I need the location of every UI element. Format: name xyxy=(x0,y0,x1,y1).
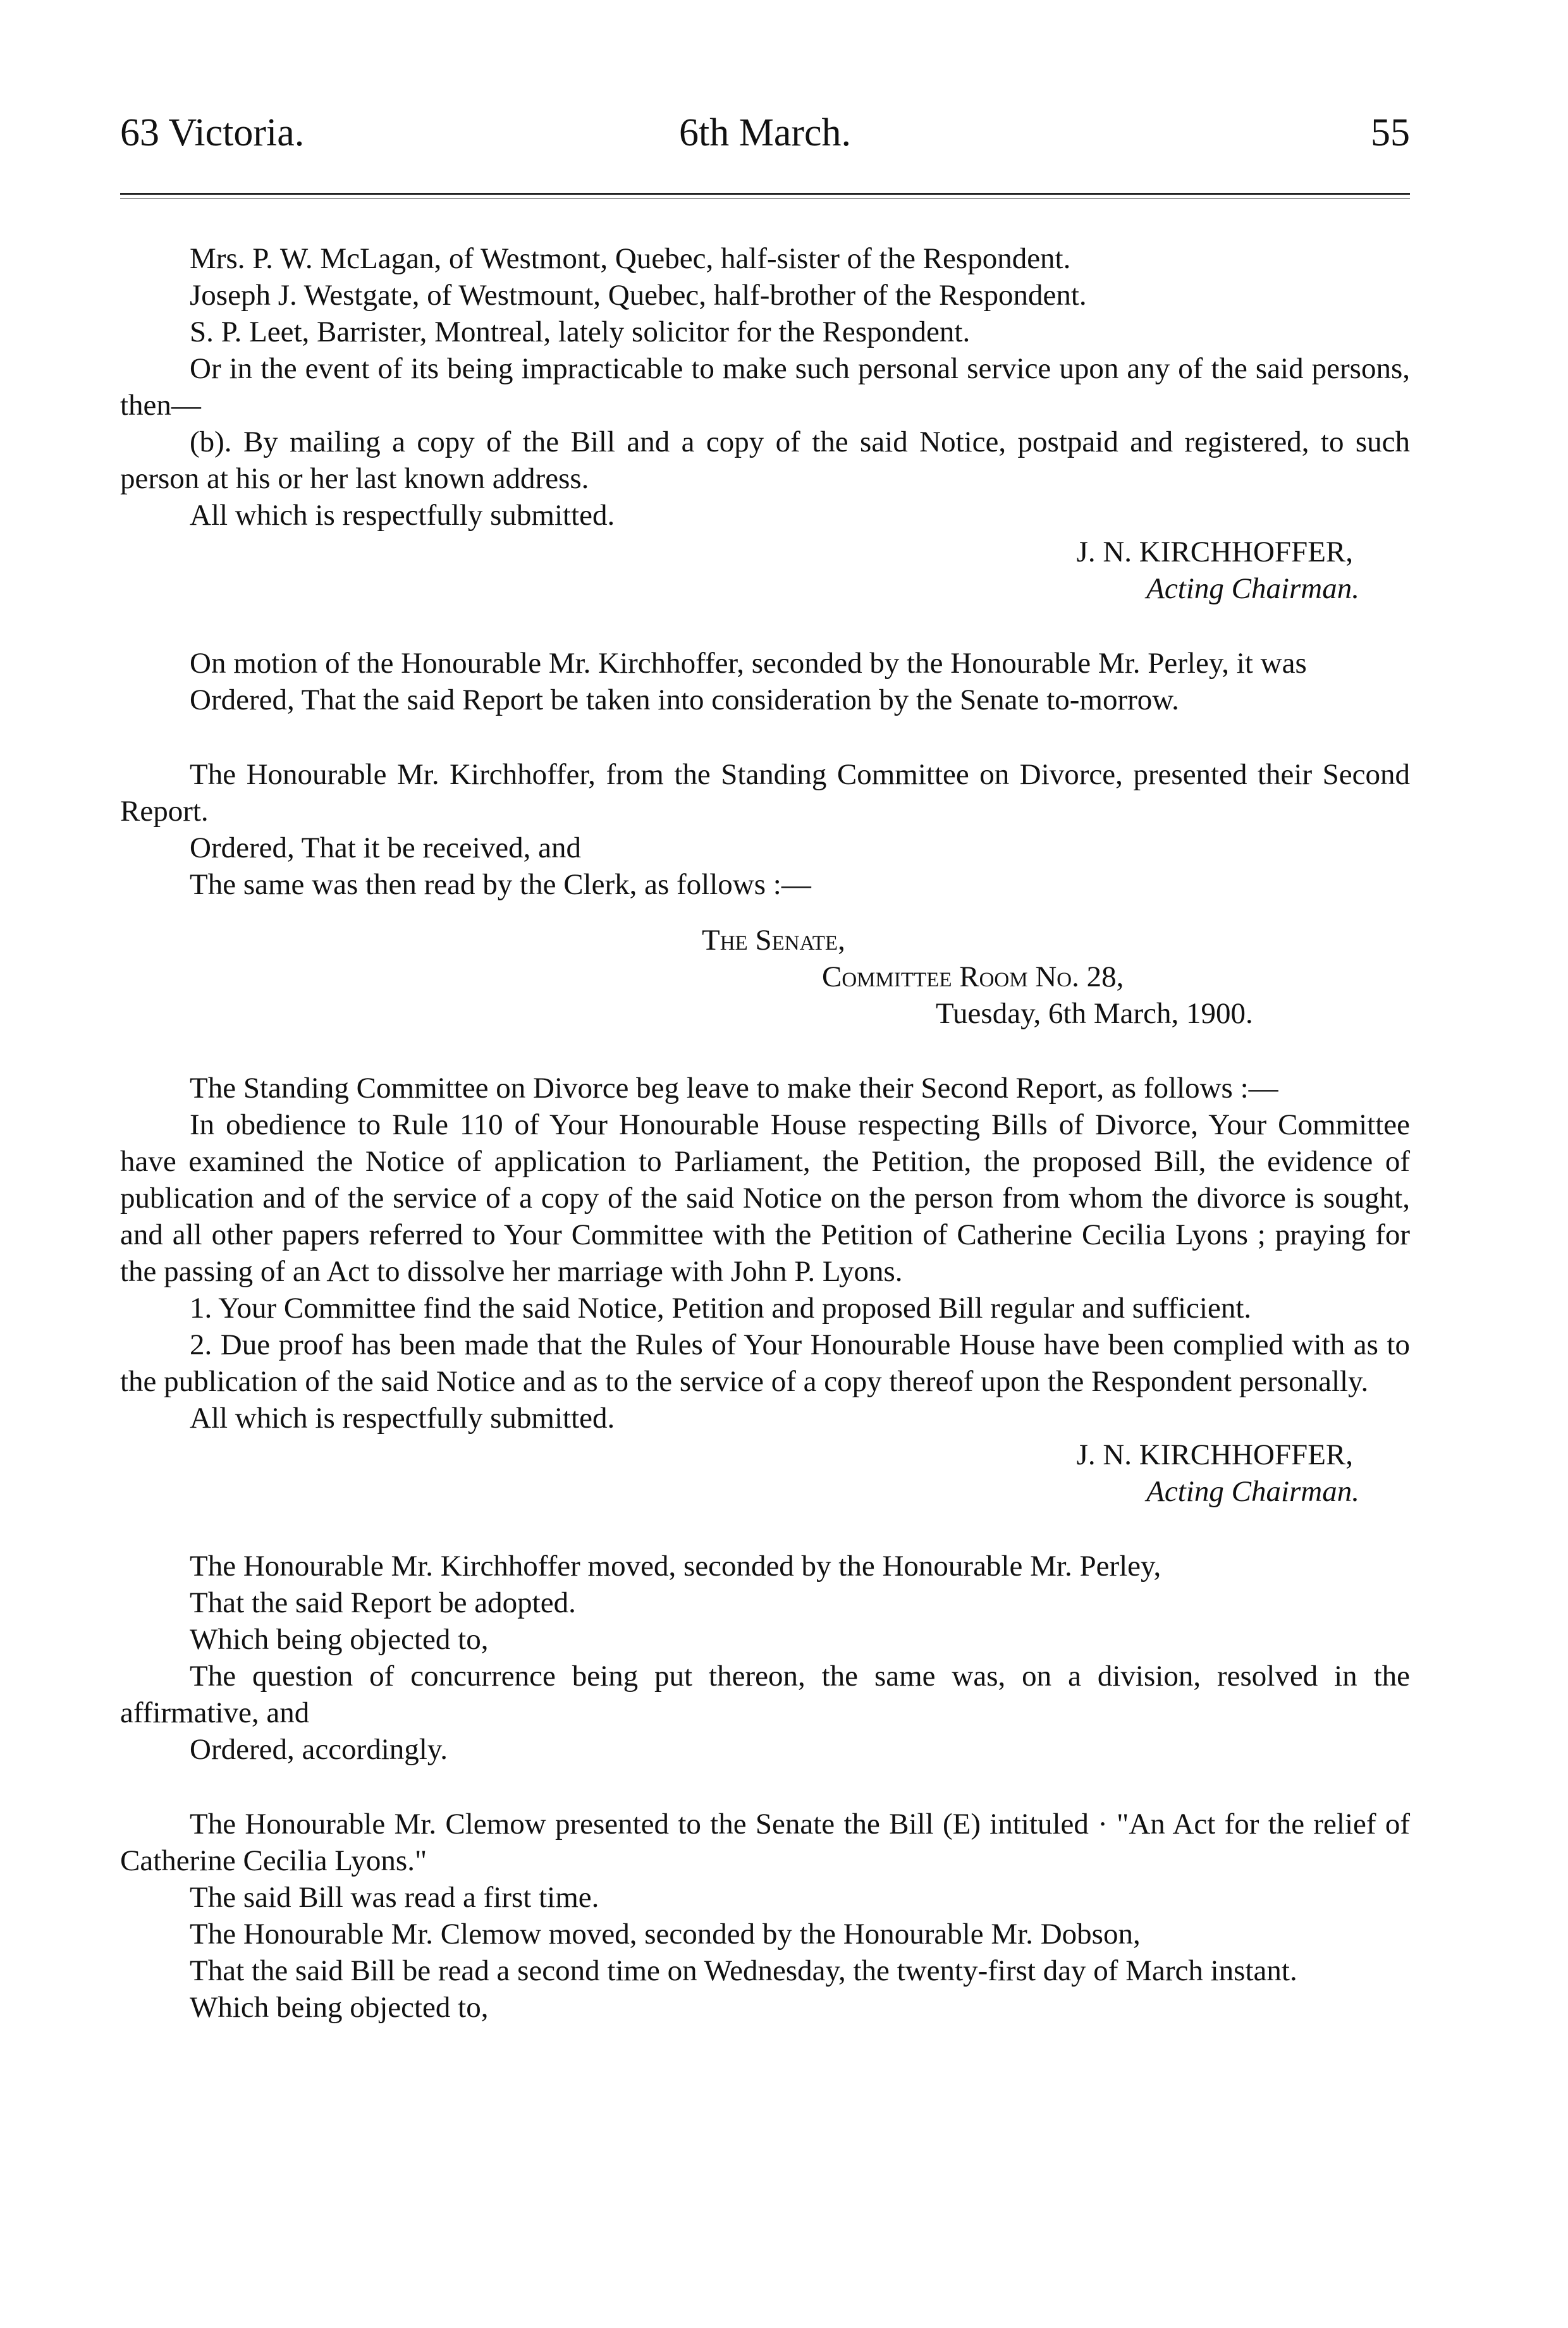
paragraph: Which being objected to, xyxy=(190,1991,489,2024)
header-date: 6th March. xyxy=(678,111,852,154)
paragraph: The Honourable Mr. Kirchhoffer, from the Standing Committee on Divorce, presented their Second Report. xyxy=(120,758,1410,828)
paragraph: All which is respectfully submitted. xyxy=(190,499,615,532)
paragraph: 1. Your Committee find the said Notice, Petition and proposed Bill regular and sufficient. xyxy=(190,1292,1252,1325)
spacer xyxy=(120,903,1410,922)
paragraph: 2. Due proof has been made that the Rules of Your Honourable House have been complied with as to the publication of the said Notice and as to the service of a copy thereof upon the Respondent personally. xyxy=(120,1328,1410,1398)
paragraph: Ordered, That the said Report be taken into consideration by the Senate to-morrow. xyxy=(190,683,1179,716)
paragraph: The question of concurrence being put thereon, the same was, on a division, resolved in the affirmative, and xyxy=(120,1660,1410,1729)
page-number: 55 xyxy=(1371,111,1410,154)
address-line: Committee Room No. 28, xyxy=(822,960,1124,993)
paragraph: The Honourable Mr. Kirchhoffer moved, seconded by the Honourable Mr. Perley, xyxy=(190,1550,1161,1583)
paragraph: Or in the event of its being impracticable to make such personal service upon any of the said persons, then— xyxy=(120,352,1410,422)
header-session: 63 Victoria. xyxy=(120,111,305,154)
spacer xyxy=(120,607,1410,645)
spacer xyxy=(120,1510,1410,1548)
journal-body xyxy=(120,240,1410,2026)
paragraph: S. P. Leet, Barrister, Montreal, lately solicitor for the Respondent. xyxy=(190,316,971,348)
signature-name: J. N. KIRCHHOFFER, xyxy=(1076,1438,1353,1471)
paragraph: Mrs. P. W. McLagan, of Westmont, Quebec, half-sister of the Respondent. xyxy=(190,242,1071,275)
spacer xyxy=(120,1768,1410,1806)
signature-name: J. N. KIRCHHOFFER, xyxy=(1076,536,1353,568)
page-header xyxy=(120,111,1410,168)
paragraph: That the said Report be adopted. xyxy=(190,1586,576,1619)
paragraph: The Honourable Mr. Clemow moved, seconded by the Honourable Mr. Dobson, xyxy=(190,1918,1141,1951)
signature-title: Acting Chairman. xyxy=(1146,1475,1359,1508)
paragraph: That the said Bill be read a second time on Wednesday, the twenty-first day of March instant. xyxy=(190,1954,1297,1987)
paragraph: Which being objected to, xyxy=(190,1623,489,1656)
paragraph: Ordered, That it be received, and xyxy=(190,831,581,864)
paragraph: Ordered, accordingly. xyxy=(190,1733,448,1766)
paragraph: On motion of the Honourable Mr. Kirchhoffer, seconded by the Honourable Mr. Perley, it was xyxy=(190,647,1307,680)
address-date: Tuesday, 6th March, 1900. xyxy=(936,997,1253,1030)
paragraph: The Honourable Mr. Clemow presented to the Senate the Bill (E) intituled · "An Act for the relief of Catherine Cecilia Lyons." xyxy=(120,1808,1410,1877)
header-rule-thin xyxy=(120,198,1410,199)
paragraph: In obedience to Rule 110 of Your Honourable House respecting Bills of Divorce, Your Committee have examined the Notice of application to Parliament, the Petition, the proposed Bill, the evidence of publication and of the service of a copy of the said Notice on the person from whom the divorce is sought, and all other papers referred to Your Committee with the Petition of Catherine Cecilia Lyons ; praying for the passing of an Act to dissolve her marriage with John P. Lyons. xyxy=(120,1108,1410,1288)
header-rule xyxy=(120,193,1410,195)
paragraph: (b). By mailing a copy of the Bill and a copy of the said Notice, postpaid and registered, to such person at his or her last known address. xyxy=(120,426,1410,495)
signature-title: Acting Chairman. xyxy=(1146,572,1359,605)
paragraph: The Standing Committee on Divorce beg leave to make their Second Report, as follows :— xyxy=(190,1072,1278,1105)
address-line: The Senate, xyxy=(702,924,845,957)
paragraph: Joseph J. Westgate, of Westmount, Quebec, half-brother of the Respondent. xyxy=(190,279,1087,312)
spacer xyxy=(120,1032,1410,1070)
paragraph: The same was then read by the Clerk, as follows :— xyxy=(190,868,811,901)
paragraph: All which is respectfully submitted. xyxy=(190,1402,615,1435)
paragraph: The said Bill was read a first time. xyxy=(190,1881,599,1914)
spacer xyxy=(120,718,1410,756)
